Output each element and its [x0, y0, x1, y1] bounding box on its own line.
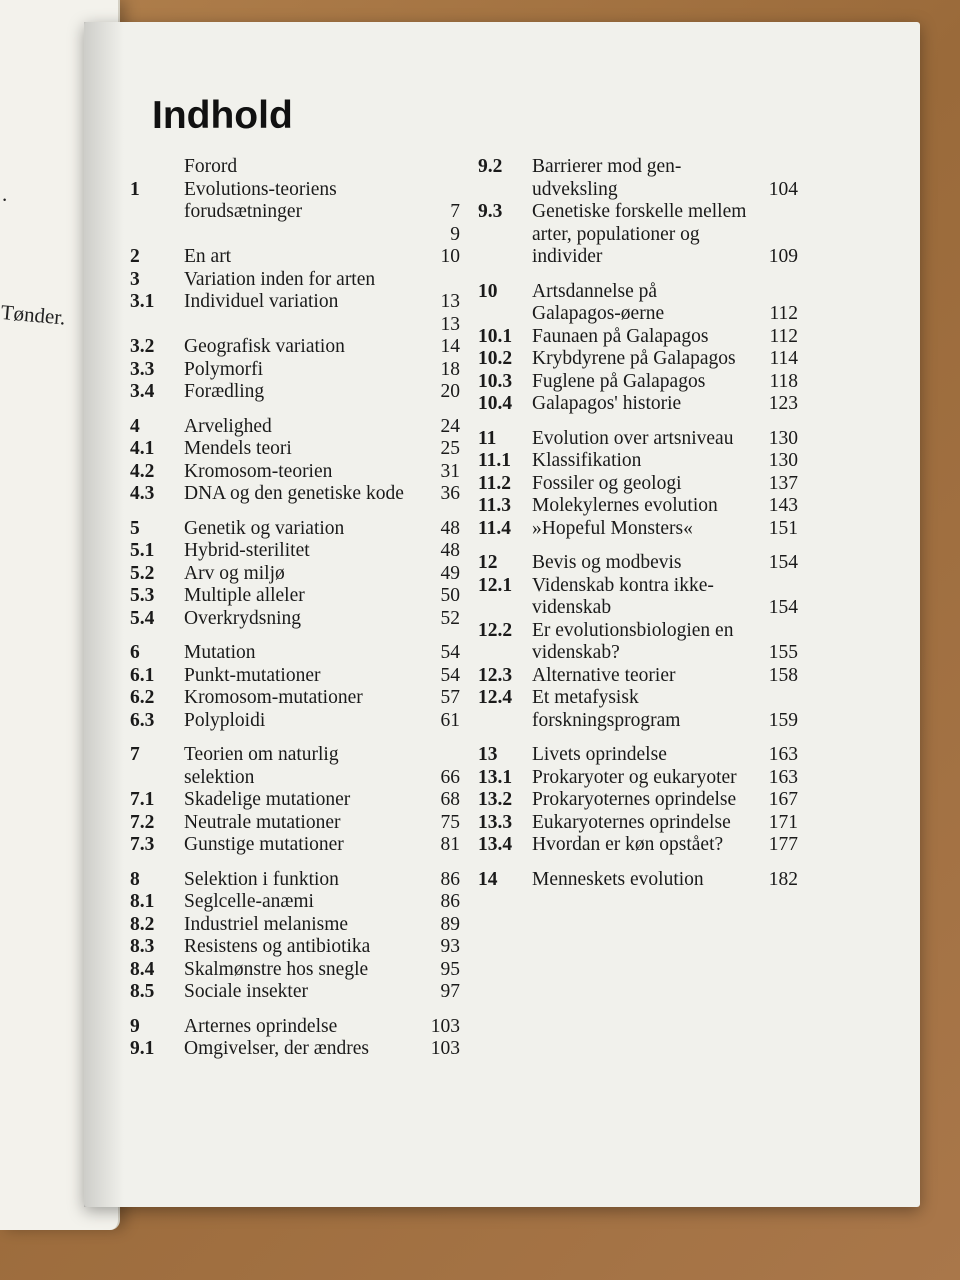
toc-entry: [478, 744, 798, 767]
toc-entry: [130, 314, 460, 337]
toc-entry: [478, 428, 798, 451]
page-gutter-shadow: [84, 22, 124, 1207]
toc-entry-title: Prokaryoternes oprindelse: [532, 789, 737, 810]
toc-entry-title: Genetik og variation: [184, 517, 345, 539]
toc-entry: [130, 869, 460, 892]
toc-entry-title: Alternative teorier: [532, 664, 676, 686]
toc-entry-title: Mendels teori: [184, 438, 292, 459]
toc-entry: [130, 461, 460, 484]
toc-entry: [478, 552, 798, 575]
page-title: Indhold: [152, 94, 293, 137]
toc-entry-page: 89: [440, 913, 460, 935]
toc-entry-page: 13: [440, 313, 460, 335]
toc-entry-page: 103: [430, 1038, 460, 1059]
toc-entry-title: Seglcelle-anæmi: [184, 891, 314, 912]
toc-entry-page: 171: [768, 811, 798, 833]
toc-entry-number: 5.2: [130, 562, 155, 584]
toc-entry-number: 4.2: [130, 460, 155, 482]
toc-entry: [130, 744, 460, 789]
toc-entry-number: 3.1: [130, 291, 155, 312]
toc-entry: [130, 812, 460, 835]
toc-entry: [478, 371, 798, 394]
toc-entry-number: [130, 314, 184, 337]
toc-entry-page: 57: [440, 687, 460, 708]
toc-entry-number: 5.4: [130, 607, 155, 629]
toc-entry-title: Arternes oprindelse: [184, 1015, 338, 1037]
toc-entry-title: Kromosom-teorien: [184, 460, 333, 482]
toc-entry-number: 3.3: [130, 358, 155, 380]
toc-entry-page: 54: [440, 642, 460, 663]
toc-entry-title: Molekylernes evolution: [532, 495, 718, 516]
toc-entry: [478, 473, 798, 496]
toc-entry-number: 12.2: [478, 619, 513, 641]
toc-entry: [130, 981, 460, 1004]
toc-entry-title: Evolution over artsniveau: [532, 427, 734, 449]
toc-entry-title: Individuel variation: [184, 291, 339, 312]
toc-entry-title: Hybrid-sterilitet: [184, 540, 310, 561]
toc-entry-title: Kromosom-mutationer: [184, 687, 363, 708]
toc-entry-number: 3.4: [130, 381, 155, 402]
toc-entry-title: Fossiler og geologi: [532, 472, 682, 494]
toc-entry-page: 18: [440, 358, 460, 380]
toc-entry: [478, 687, 798, 732]
toc-entry-page: 130: [768, 450, 798, 471]
toc-entry: [130, 291, 460, 314]
toc-entry: [130, 585, 460, 608]
toc-entry-page: 112: [769, 303, 798, 324]
toc-entry: [130, 608, 460, 631]
toc-entry-title: Videnskab kontra ikke-videnskab: [532, 574, 714, 618]
toc-entry-title: Skadelige mutationer: [184, 789, 351, 810]
toc-entry-number: 6: [130, 642, 140, 663]
toc-entry-title: Forædling: [184, 381, 265, 402]
toc-entry-number: 8: [130, 868, 140, 890]
toc-entry-number: 11.3: [478, 495, 512, 516]
toc-entry: [130, 687, 460, 710]
toc-entry: [478, 495, 798, 518]
toc-entry-page: 66: [440, 766, 460, 788]
toc-entry-page: 49: [440, 562, 460, 584]
toc-entry-page: 97: [440, 981, 460, 1002]
toc-entry-page: 68: [440, 789, 460, 810]
toc-entry-title: Teorien om naturlig selektion: [184, 744, 339, 788]
toc-entry-number: 9.1: [130, 1038, 155, 1059]
toc-entry-title: Er evolutionsbiologien en videnskab?: [532, 619, 734, 663]
toc-entry: [130, 1016, 460, 1039]
toc-entry-page: 123: [768, 393, 798, 414]
toc-entry-title: Menneskets evolution: [532, 868, 704, 890]
toc-entry-title: Polyploidi: [184, 709, 266, 731]
toc-entry-number: 7: [130, 744, 140, 765]
toc-entry-page: 130: [768, 427, 798, 449]
toc-entry-number: 13.4: [478, 834, 513, 855]
toc-entry-page: 13: [440, 291, 460, 312]
toc-entry: [130, 483, 460, 506]
toc-entry: [130, 789, 460, 812]
toc-right-column: [478, 156, 798, 891]
toc-entry-page: 167: [768, 789, 798, 810]
toc-entry-title: Variation inden for arten: [184, 268, 376, 290]
toc-entry-number: 11.4: [478, 517, 512, 539]
toc-entry-title: Resistens og antibiotika: [184, 936, 371, 957]
toc-entry-title: Livets oprindelse: [532, 744, 667, 765]
toc-entry-title: Hvordan er køn opstået?: [532, 834, 724, 855]
toc-entry: [130, 563, 460, 586]
toc-entry-number: 12.1: [478, 574, 513, 596]
toc-entry-number: 13.3: [478, 811, 513, 833]
toc-entry-number: 10.2: [478, 348, 513, 369]
toc-entry-number: 7.1: [130, 789, 155, 810]
toc-entry-page: 81: [440, 834, 460, 855]
toc-entry: [130, 959, 460, 982]
toc-entry: [130, 156, 460, 179]
toc-entry-page: 109: [768, 246, 798, 267]
toc-entry-number: 10: [478, 280, 498, 302]
toc-entry-number: 5.3: [130, 585, 155, 606]
toc-entry-number: 1: [130, 178, 140, 200]
toc-entry-number: 13: [478, 744, 498, 765]
toc-entry-page: 95: [440, 958, 460, 980]
toc-entry: [130, 381, 460, 404]
toc-entry-page: 36: [440, 483, 460, 504]
toc-entry-page: 155: [768, 642, 798, 663]
toc-entry: [130, 518, 460, 541]
toc-entry-page: 137: [768, 472, 798, 494]
toc-entry: [130, 336, 460, 359]
toc-entry-title: Faunaen på Galapagos: [532, 325, 709, 347]
toc-entry: [478, 767, 798, 790]
toc-entry-title: Arvelighed: [184, 415, 272, 437]
toc-entry-number: 12.4: [478, 687, 513, 708]
toc-entry-number: 6.1: [130, 664, 155, 686]
toc-entry-title: »Hopeful Monsters«: [532, 517, 693, 539]
toc-entry-page: 86: [440, 891, 460, 912]
toc-entry: [478, 281, 798, 326]
toc-entry-number: 5.1: [130, 540, 155, 561]
toc-entry-page: 93: [440, 936, 460, 957]
toc-entry-title: Fuglene på Galapagos: [532, 370, 706, 392]
toc-entry-number: 8.5: [130, 981, 155, 1002]
toc-entry: [130, 416, 460, 439]
toc-entry-title: Barrierer mod gen-udveksling: [532, 156, 682, 200]
toc-entry: [130, 834, 460, 857]
toc-entry-number: 8.2: [130, 913, 155, 935]
toc-entry-title: Skalmønstre hos snegle: [184, 958, 369, 980]
toc-entry-number: 5: [130, 517, 140, 539]
toc-entry-number: 10.4: [478, 393, 513, 414]
toc-entry-title: Artsdannelse på Galapagos-øerne: [532, 280, 665, 324]
toc-entry: [478, 869, 798, 892]
previous-page-fragment: .: [2, 182, 8, 206]
toc-entry-title: Neutrale mutationer: [184, 811, 341, 833]
toc-entry-number: 4.1: [130, 438, 155, 459]
toc-entry: [130, 1038, 460, 1061]
toc-entry-page: 118: [769, 370, 798, 392]
toc-entry-page: 177: [768, 834, 798, 855]
toc-entry: [130, 936, 460, 959]
toc-entry-page: 154: [768, 552, 798, 573]
toc-entry: [478, 518, 798, 541]
toc-entry-page: 75: [440, 811, 460, 833]
toc-left-column: [130, 156, 460, 1061]
toc-entry-title: Sociale insekter: [184, 981, 308, 1002]
toc-entry-number: 11.2: [478, 472, 512, 494]
toc-entry: [478, 620, 798, 665]
toc-entry-number: 12: [478, 552, 498, 573]
toc-entry-title: En art: [184, 246, 232, 267]
toc-entry-title: Klassifikation: [532, 450, 642, 471]
toc-entry-number: 6.3: [130, 709, 155, 731]
toc-entry-title: Krybdyrene på Galapagos: [532, 348, 736, 369]
toc-entry-number: 11.1: [478, 450, 512, 471]
toc-entry-page: 61: [440, 709, 460, 731]
toc-entry-page: 163: [768, 744, 798, 765]
toc-entry-title: DNA og den genetiske kode: [184, 483, 404, 504]
toc-entry-page: 7: [450, 201, 460, 222]
toc-entry: [478, 450, 798, 473]
toc-entry-number: 3.2: [130, 336, 155, 357]
toc-entry: [130, 710, 460, 733]
toc-entry-page: 9: [450, 223, 460, 245]
toc-entry-number: 10.1: [478, 325, 513, 347]
toc-entry-number: 10.3: [478, 370, 513, 392]
toc-entry-page: 163: [768, 766, 798, 788]
toc-entry-page: 48: [440, 517, 460, 539]
toc-entry-page: 154: [768, 597, 798, 618]
toc-entry-page: 158: [768, 664, 798, 686]
toc-entry: [478, 348, 798, 371]
toc-entry-title: Genetiske forskelle mellem arter, populationer og individer: [532, 201, 747, 267]
toc-entry-title: Eukaryoternes oprindelse: [532, 811, 731, 833]
toc-entry-page: 31: [440, 460, 460, 482]
toc-entry-number: [130, 224, 184, 247]
toc-entry-number: 4.3: [130, 483, 155, 504]
toc-entry: [130, 642, 460, 665]
toc-entry: [478, 201, 798, 269]
toc-entry-number: 8.4: [130, 958, 155, 980]
toc-entry-number: 9.2: [478, 156, 503, 177]
toc-entry-number: 2: [130, 246, 140, 267]
toc-entry-number: 7.2: [130, 811, 155, 833]
toc-entry-number: 4: [130, 415, 140, 437]
toc-entry-title: Industriel melanisme: [184, 913, 349, 935]
toc-entry-title: Polymorfi: [184, 358, 264, 380]
toc-entry: [130, 359, 460, 382]
toc-entry: [478, 665, 798, 688]
toc-entry-title: [184, 224, 412, 247]
toc-entry-number: 8.3: [130, 936, 155, 957]
toc-entry-number: 14: [478, 868, 498, 890]
toc-entry-page: 151: [768, 517, 798, 539]
toc-entry-page: 103: [430, 1015, 460, 1037]
toc-entry-number: 3: [130, 268, 140, 290]
toc-entry-title: Geografisk variation: [184, 336, 345, 357]
toc-entry-title: Forord: [184, 156, 238, 177]
toc-entry: [130, 914, 460, 937]
toc-entry-number: 11: [478, 427, 497, 449]
toc-entry: [130, 665, 460, 688]
toc-entry-page: 52: [440, 607, 460, 629]
toc-entry: [478, 812, 798, 835]
toc-entry-page: 10: [440, 246, 460, 267]
toc-entry-number: 9.3: [478, 201, 503, 222]
toc-entry: [130, 246, 460, 269]
toc-entry-title: Galapagos' historie: [532, 393, 682, 414]
toc-entry: [478, 789, 798, 812]
toc-entry-page: 104: [768, 178, 798, 200]
toc-entry-title: Prokaryoter og eukaryoter: [532, 766, 737, 788]
toc-entry-title: Gunstige mutationer: [184, 834, 344, 855]
toc-entry: [130, 540, 460, 563]
toc-entry-title: Mutation: [184, 642, 256, 663]
toc-entry-number: 9: [130, 1015, 140, 1037]
toc-entry-page: 86: [440, 868, 460, 890]
toc-entry-title: Arv og miljø: [184, 562, 285, 584]
toc-entry: [478, 834, 798, 857]
toc-entry-page: 182: [768, 868, 798, 890]
toc-entry: [130, 179, 460, 224]
toc-entry: [478, 326, 798, 349]
toc-entry-title: Bevis og modbevis: [532, 552, 682, 573]
toc-entry-number: [130, 156, 184, 179]
toc-entry: [478, 393, 798, 416]
toc-entry-page: 143: [768, 495, 798, 516]
toc-entry-number: 7.3: [130, 834, 155, 855]
toc-entry-number: 13.1: [478, 766, 513, 788]
toc-entry-number: 6.2: [130, 687, 155, 708]
toc-entry-page: 20: [440, 381, 460, 402]
toc-entry: [478, 575, 798, 620]
toc-entry-page: 25: [440, 438, 460, 459]
toc-entry: [130, 269, 460, 292]
toc-entry: [130, 438, 460, 461]
previous-page-fragment: Tønder.: [0, 300, 67, 330]
toc-entry: [478, 156, 798, 201]
toc-entry-page: 159: [768, 709, 798, 731]
toc-entry-page: 14: [440, 336, 460, 357]
toc-entry-title: Omgivelser, der ændres: [184, 1038, 369, 1059]
toc-entry-title: Multiple alleler: [184, 585, 305, 606]
toc-entry-title: Overkrydsning: [184, 607, 301, 629]
toc-entry-page: 54: [440, 664, 460, 686]
toc-entry-page: 50: [440, 585, 460, 606]
toc-entry-page: 24: [440, 415, 460, 437]
toc-entry: [130, 891, 460, 914]
toc-entry-title: Selektion i funktion: [184, 868, 339, 890]
toc-entry-number: 13.2: [478, 789, 513, 810]
toc-entry-page: 114: [769, 348, 798, 369]
toc-entry-title: Evolutions-teoriens forudsætninger: [184, 178, 337, 222]
toc-entry-page: 112: [769, 325, 798, 347]
toc-entry-number: 12.3: [478, 664, 513, 686]
toc-entry-title: Punkt-mutationer: [184, 664, 321, 686]
toc-entry-number: 8.1: [130, 891, 155, 912]
toc-entry-title: [184, 314, 412, 337]
toc-entry: [130, 224, 460, 247]
toc-entry-page: 48: [440, 540, 460, 561]
toc-entry-title: Et metafysisk forskningsprogram: [532, 687, 681, 731]
